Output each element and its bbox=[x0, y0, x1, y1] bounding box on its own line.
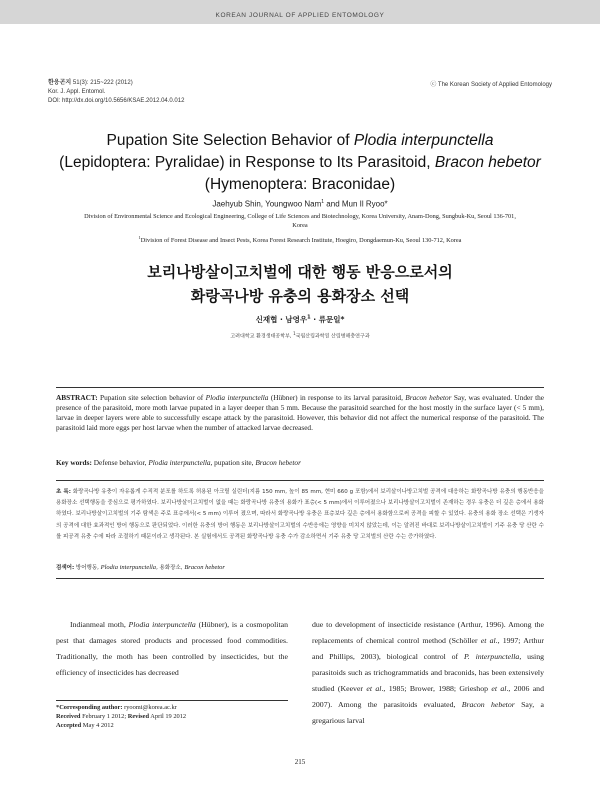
abstract-top-rule bbox=[56, 387, 544, 388]
title-line3: (Hymenoptera: Braconidae) bbox=[204, 176, 396, 193]
author-names-ko: 신재협 · 남영우 bbox=[255, 315, 308, 324]
body-text: Say, a gregarious larval bbox=[312, 700, 544, 725]
author-names-end: and Mun Il Ryoo* bbox=[324, 199, 388, 209]
journal-banner bbox=[0, 0, 600, 24]
copyright-notice: ⓒ The Korean Society of Applied Entomology bbox=[430, 82, 552, 88]
abstract-text-1: Pupation site selection behavior of bbox=[97, 393, 206, 402]
author-list bbox=[40, 199, 560, 209]
title-species-plodia: Plodia interpunctella bbox=[353, 132, 494, 149]
affiliation-second-text: Division of Forest Disease and Insect Pests, Korea Forest Research Institute, Hoegiro, Dongdaemun-Ku, Seoul 130-712, Korea bbox=[140, 237, 462, 245]
body-species: Bracon hebetor bbox=[461, 700, 515, 709]
author-ko-affil-mark: 1 bbox=[307, 314, 311, 321]
affiliation-ko bbox=[40, 331, 560, 340]
abstract-species-1: Plodia interpunctella bbox=[205, 393, 269, 402]
page-number: 215 bbox=[294, 758, 306, 766]
abstract-ko-rule bbox=[56, 480, 544, 481]
keywords-label: Key words: bbox=[56, 458, 92, 467]
title-species-bracon: Bracon hebetor bbox=[434, 154, 541, 171]
citation-korean: 한응곤지 bbox=[48, 80, 72, 86]
affiliation-ko-mark: 1 bbox=[293, 331, 296, 336]
footnote bbox=[56, 703, 288, 730]
keyword-ko-2: Plodia interpunctella bbox=[100, 564, 157, 571]
body-species: Plodia interpunctella bbox=[128, 620, 196, 629]
affiliation-main: Division of Environmental Science and Ecological Engineering, College of Life Sciences and Biotechnology, Korea University, Anam-Dong, Sungbuk-Ku, Seoul 136-701, Korea bbox=[84, 213, 516, 229]
body-text: (Hübner), is a cosmopolitan pest that damages stored products and processed food commodities. Traditionally, the moth has been controlled by insecticides, but the efficiency of insecticides has decreased bbox=[56, 620, 289, 677]
paper-title-ko bbox=[40, 260, 560, 308]
body-text: , using parasitoids such as trichogrammatids and braconids, has been extensively studied (Keever bbox=[312, 652, 545, 693]
keyword-2: Plodia interpunctella bbox=[148, 458, 211, 467]
keywords-en bbox=[56, 458, 544, 468]
accepted-date: May 4 2012 bbox=[81, 722, 114, 729]
body-text: Indianmeal moth, bbox=[70, 620, 129, 629]
affiliation-second bbox=[80, 233, 520, 245]
body-etal: et al bbox=[480, 636, 496, 645]
body-text: due to development of insecticide resistance (Arthur, 1996). Among the replacements of chemical control method (Schöller bbox=[312, 620, 544, 645]
abstract-label: ABSTRACT: bbox=[56, 393, 98, 402]
abstract-text-3: Say, was evaluated. Under the presence of the parasitoid, more moth larvae pupated in a layer deeper than 5 mm. Because the parasitoid searched for the host mostly in the surface layer (< 5 mm), larvae in deeper layers were able to successfully escape attack by the parasitoid. However, this behavior did not affect the numerical response of the parasitoid. The parasitoid laid more eggs per host larvae when the number of attacked larvae decreased. bbox=[56, 393, 545, 432]
body-etal: et al bbox=[491, 684, 507, 693]
corresponding-email[interactable]: ryoomi@korea.ac.kr bbox=[122, 704, 177, 711]
revised-date: April 19 2012 bbox=[149, 713, 187, 720]
body-text: ., 2006 and 2007). Among the parasitoids evaluated, bbox=[312, 684, 544, 709]
keyword-ko-1: 방어행동, bbox=[74, 565, 101, 571]
revised-label: Revised bbox=[127, 713, 150, 720]
abstract-text-2: (Hübner) in response to its larval parasitoid, bbox=[268, 393, 406, 402]
abstract-bottom-rule bbox=[56, 578, 544, 579]
body-species: P. interpunctella bbox=[464, 652, 520, 661]
title-line1: Pupation Site Selection Behavior of bbox=[106, 132, 354, 149]
author-affil-mark: 1 bbox=[321, 199, 325, 205]
doi-link[interactable]: DOI: http://dx.doi.org/10.5656/KSAE.2012.04.0.012 bbox=[48, 98, 185, 104]
footnote-rule bbox=[56, 700, 288, 701]
citation-volume: 51(3): 215~222 (2012) bbox=[71, 80, 133, 86]
abstract-ko bbox=[56, 487, 544, 543]
affil-mark: 1 bbox=[138, 235, 141, 240]
title-ko-line1: 보리나방살이고치벌에 대한 행동 반응으로서의 bbox=[147, 263, 453, 281]
journal-abbrev: Kor. J. Appl. Entomol. bbox=[48, 89, 106, 95]
keyword-3: , pupation site, bbox=[210, 458, 256, 467]
citation-block bbox=[48, 79, 184, 106]
accepted-label: Accepted bbox=[56, 722, 82, 729]
author-names-ko-end: · 류문일* bbox=[310, 315, 345, 324]
received-date: February 1 2012; bbox=[80, 713, 128, 720]
keywords-ko bbox=[56, 563, 544, 573]
title-ko-line2: 화랑곡나방 유충의 용화장소 선택 bbox=[190, 287, 410, 305]
abstract-ko-label: 초 록: bbox=[56, 489, 71, 495]
body-etal: et al bbox=[366, 684, 382, 693]
abstract-ko-text: 화랑곡나방 유충이 자유롭게 수직적 분포를 하도록 허용된 아크릴 실린더(지름 150 mm, 높이 85 mm, 현미 660 g 포함)에서 보리살이나방고치벌 공격에 대응하는 화랑곡나방 유충의 행동반응을 용화장소 선택행동을 중심으로 평가하였다. 보리나방살이고치벌이 없을 때는 화랑곡나방 유충의 용화가 표층(< 5 mm)에서 이루어졌으나 보리나방살이고치벌이 존재하는 경우 유충은 더 깊은 층에서 용화하였다. 보리나방살이고치벌의 기주 탐색은 주로 표층에서(< 5 mm) 이루어 졌으며, 따라서 화랑곡나방 유충은 표층보다 깊은 층에서 용화함으로써 공격을 피할 수 있었다. 유충의 용화 장소 선택은 기생자의 공격에 대한 효과적인 방어 행동으로 판단되었다. 이러한 유충의 방어 행동은 보리나방살이고치벌의 수반응에는 영향을 미치지 않았는데, 이는 알려진 바대로 보리나방살이고치벌이 기주 유충 당 산란 수를 피공격 유충 수에 따라 조절하기 때문이라고 생각된다. 본 실험에서도 공격된 화랑곡나방 유충 수가 감소하면서 기주 유충 당 고치벌의 산란 수는 증가하였다. bbox=[56, 489, 544, 540]
author-names: Jaehyub Shin, Youngwoo Nam bbox=[212, 199, 322, 209]
abstract-en bbox=[56, 393, 544, 433]
author-list-ko bbox=[40, 314, 560, 325]
journal-name: KOREAN JOURNAL OF APPLIED ENTOMOLOGY bbox=[215, 12, 385, 19]
keyword-1: Defense behavior, bbox=[91, 458, 149, 467]
affiliation-ko-rest: 국립산림과학원 산림병해충연구과 bbox=[295, 333, 370, 340]
keyword-4: Bracon hebetor bbox=[255, 458, 301, 467]
corresponding-label: *Corresponding author: bbox=[56, 704, 123, 711]
body-text: ., 1985; Brower, 1988; Grieshop bbox=[381, 684, 492, 693]
received-label: Received bbox=[56, 713, 81, 720]
paper-title-en bbox=[40, 130, 560, 196]
abstract-species-2: Bracon hebetor bbox=[405, 393, 452, 402]
keyword-ko-3: , 용화장소, bbox=[156, 565, 185, 571]
affiliation-ko-main: 고려대학교 환경생태공학부, bbox=[230, 333, 294, 340]
body-text: ., 1997; Arthur and Phillips, 2003), biological control of bbox=[312, 636, 544, 661]
body-column-left bbox=[56, 617, 288, 681]
citation-line bbox=[48, 79, 184, 88]
title-line2: (Lepidoptera: Pyralidae) in Response to Its Parasitoid, bbox=[59, 154, 435, 171]
body-column-right bbox=[312, 617, 544, 729]
keyword-ko-4: Bracon hebetor bbox=[184, 564, 225, 571]
keywords-ko-label: 검색어: bbox=[56, 565, 75, 571]
